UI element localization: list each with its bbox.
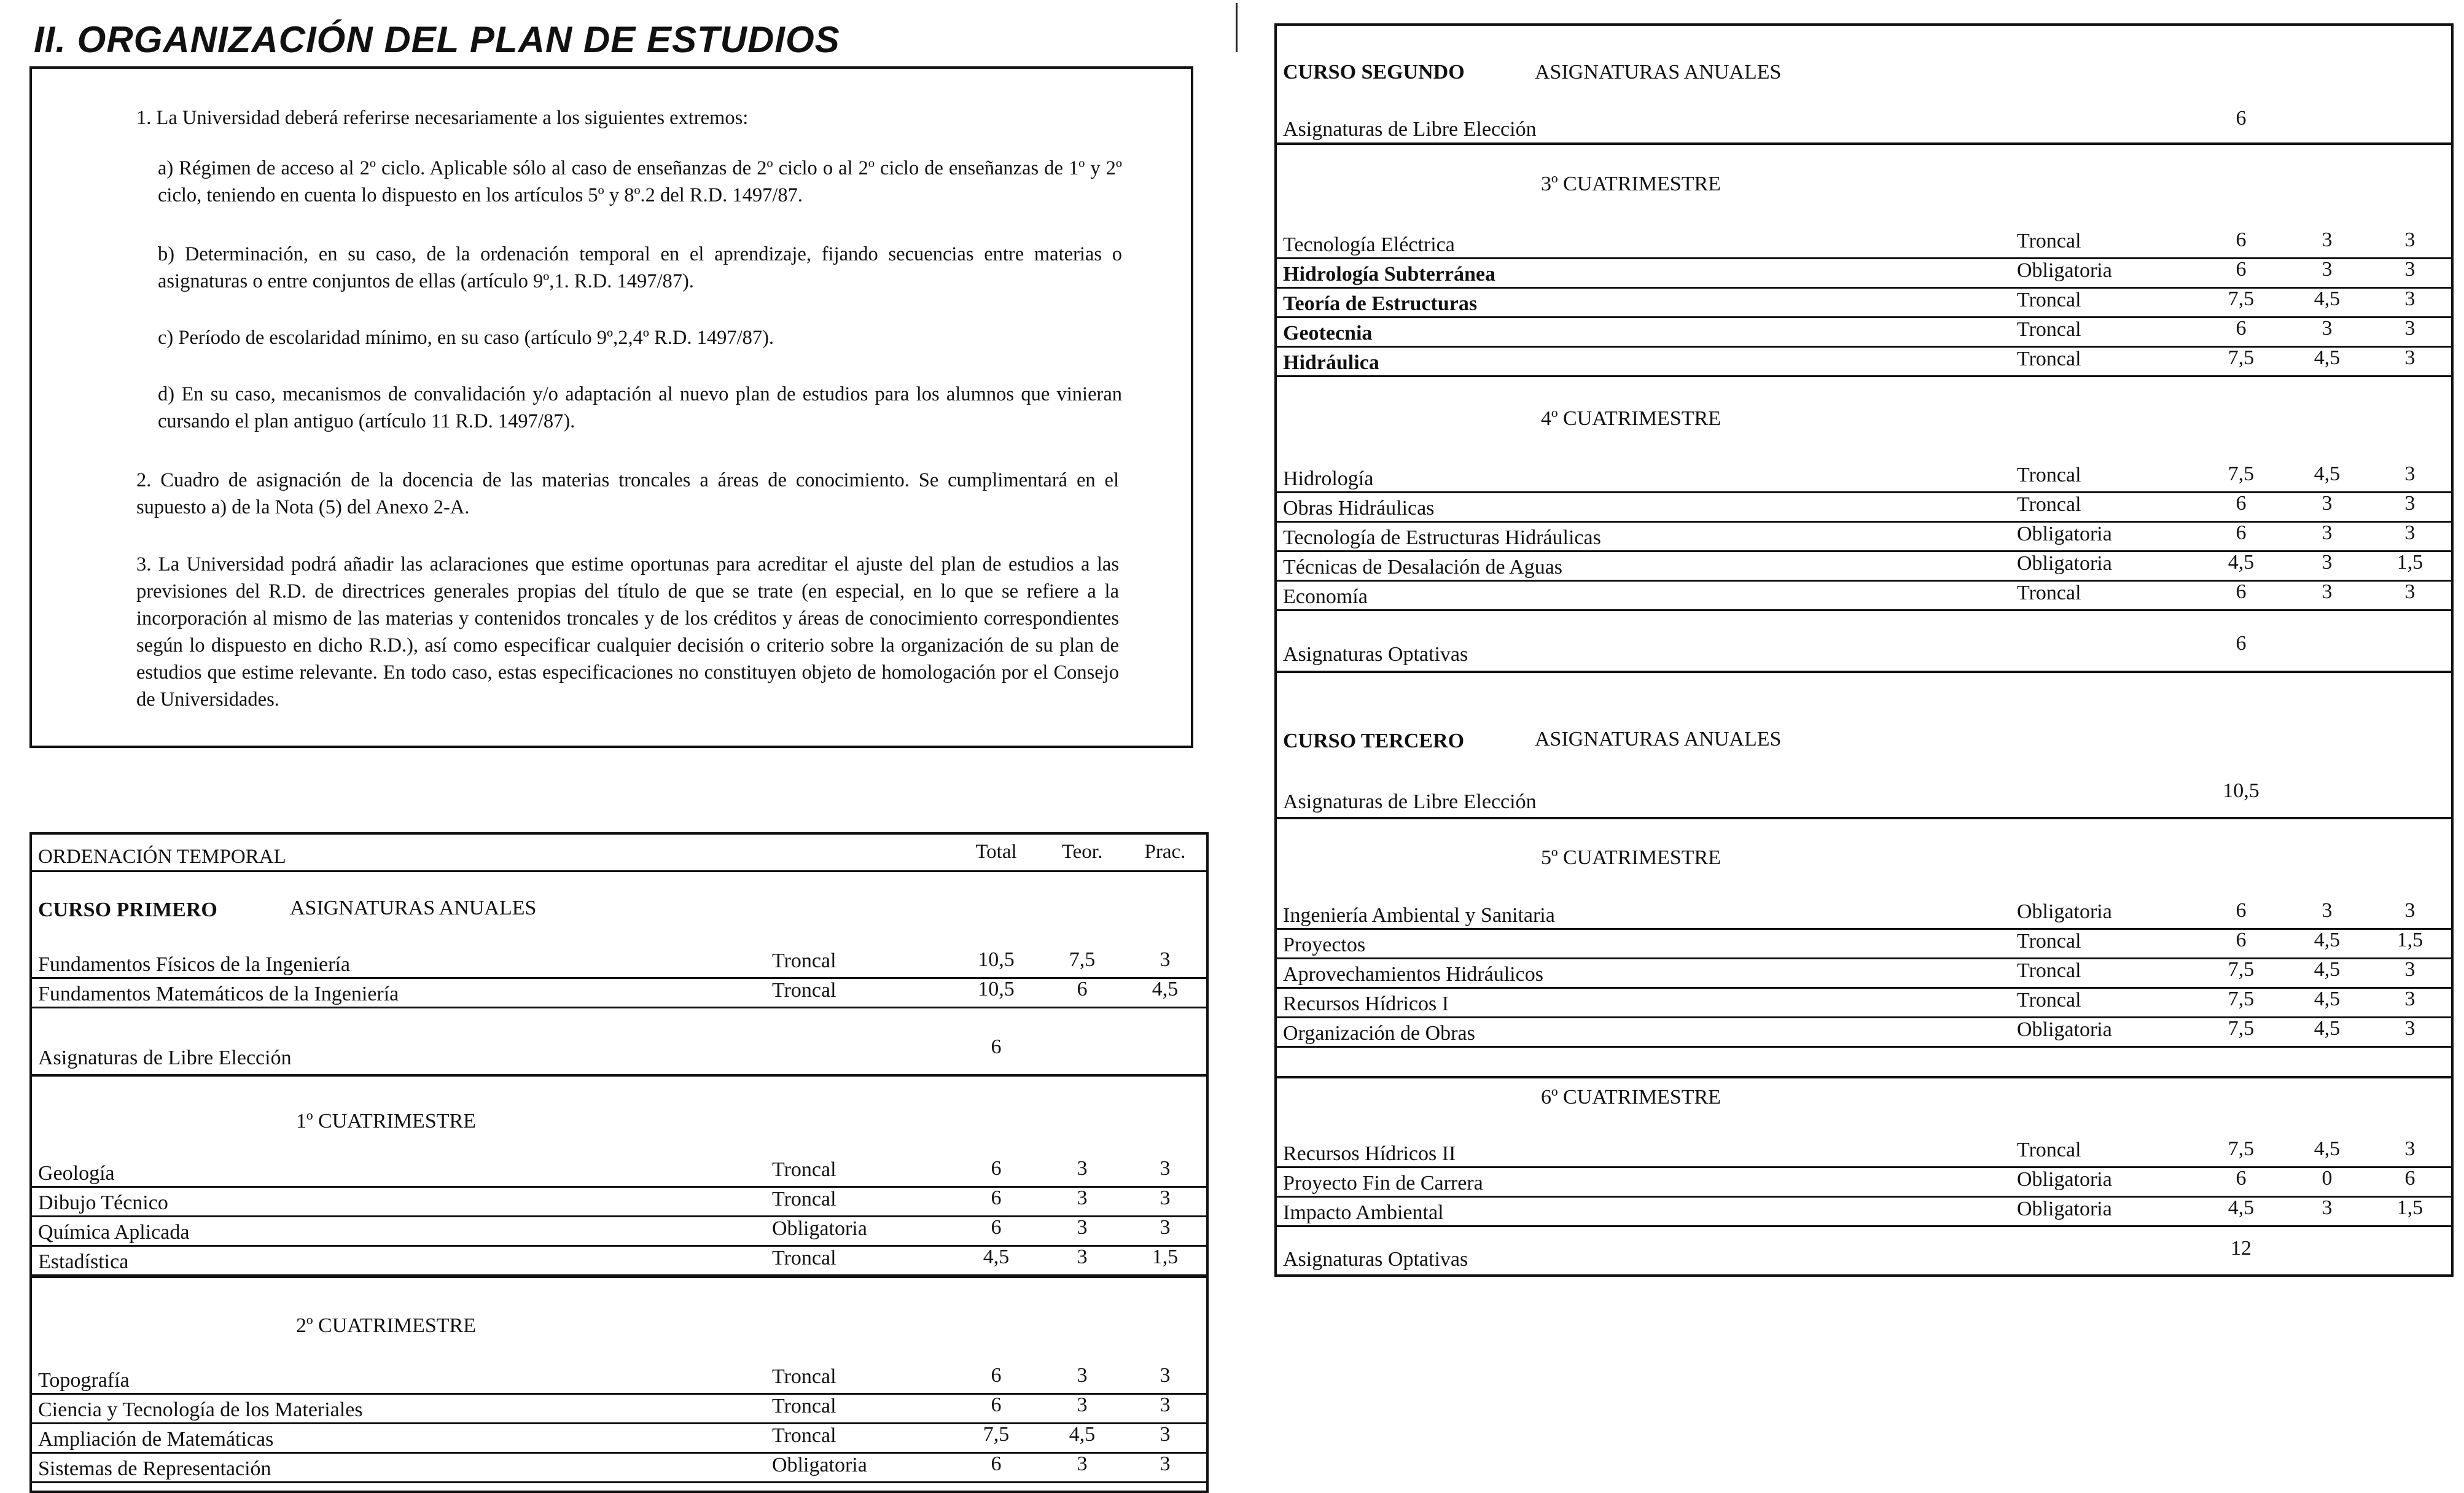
- subject-total: 7,5: [2228, 287, 2255, 310]
- subject-name: Recursos Hídricos I: [1283, 992, 1449, 1015]
- subject-teor: 3: [1077, 1216, 1088, 1239]
- subject-total: 6: [991, 1452, 1002, 1475]
- row-divider: [1277, 671, 2451, 673]
- anuales3-label: ASIGNATURAS ANUALES: [1535, 728, 1782, 750]
- subject-type: Troncal: [2017, 989, 2081, 1012]
- libre-eleccion-2-value: 6: [2236, 107, 2247, 130]
- subject-type: Obligatoria: [2017, 1198, 2112, 1220]
- subject-total: 6: [991, 1187, 1002, 1209]
- subject-type: Obligatoria: [2017, 900, 2112, 923]
- subject-prac: 3: [2404, 346, 2415, 369]
- subject-total: 6: [991, 1157, 1002, 1180]
- subject-name: Ampliación de Matemáticas: [38, 1428, 274, 1451]
- subject-prac: 3: [1160, 1216, 1171, 1239]
- subject-teor: 4,5: [2314, 929, 2341, 951]
- subject-type: Troncal: [2017, 959, 2081, 982]
- subject-prac: 1,5: [1152, 1245, 1179, 1268]
- subject-prac: 3: [1160, 1452, 1171, 1475]
- subject-type: Obligatoria: [772, 1217, 867, 1240]
- subject-total: 7,5: [2228, 1137, 2255, 1160]
- subject-name: Geología: [38, 1162, 115, 1185]
- subject-type: Troncal: [2017, 493, 2081, 516]
- subject-teor: 3: [2322, 317, 2333, 340]
- subject-name: Fundamentos Físicos de la Ingeniería: [38, 953, 351, 976]
- subject-total: 4,5: [2228, 1196, 2255, 1219]
- subject-teor: 4,5: [2314, 462, 2341, 485]
- subject-prac: 3: [2404, 988, 2415, 1010]
- subject-name: Economía: [1283, 585, 1368, 608]
- subject-prac: 3: [2404, 492, 2415, 515]
- subject-total: 7,5: [2228, 958, 2255, 981]
- subject-type: Troncal: [2017, 930, 2081, 953]
- notes-box: [29, 66, 1193, 748]
- subject-name: Tecnología de Estructuras Hidráulicas: [1283, 526, 1601, 549]
- subject-type: Troncal: [772, 1158, 836, 1181]
- curso-primero-table: [29, 832, 1209, 1493]
- libre-eleccion-value: 6: [991, 1035, 1002, 1058]
- subject-prac: 3: [2404, 462, 2415, 485]
- subject-name: Sistemas de Representación: [38, 1457, 271, 1480]
- subject-prac: 3: [1160, 1364, 1171, 1387]
- libre-eleccion-2-label: Asignaturas de Libre Elección: [1283, 118, 1537, 141]
- subject-teor: 3: [2322, 899, 2333, 922]
- subject-type: Troncal: [772, 1188, 836, 1210]
- subject-total: 7,5: [2228, 346, 2255, 369]
- semester-6-title: 6º CUATRIMESTRE: [1541, 1086, 1721, 1109]
- subject-prac: 3: [1160, 1423, 1171, 1446]
- header-total: Total: [975, 841, 1017, 863]
- subject-total: 6: [2236, 899, 2247, 922]
- row-divider: [32, 1276, 1206, 1278]
- subject-name: Técnicas de Desalación de Aguas: [1283, 556, 1563, 579]
- subject-name: Recursos Hídricos II: [1283, 1142, 1456, 1165]
- row-divider: [1277, 609, 2451, 611]
- subject-teor: 4,5: [2314, 958, 2341, 981]
- subject-type: Obligatoria: [2017, 259, 2112, 282]
- row-divider: [1277, 817, 2451, 819]
- subject-name: Obras Hidráulicas: [1283, 497, 1435, 520]
- row-divider: [32, 1007, 1206, 1008]
- subject-teor: 4,5: [2314, 287, 2341, 310]
- subject-teor: 3: [1077, 1452, 1088, 1475]
- subject-prac: 1,5: [2396, 929, 2423, 951]
- note-1: 1. La Universidad deberá referirse necesariamente a los siguientes extremos:: [136, 107, 749, 129]
- subject-total: 6: [991, 1364, 1002, 1387]
- subject-total: 10,5: [978, 948, 1015, 971]
- subject-teor: 3: [1077, 1157, 1088, 1180]
- subject-type: Troncal: [2017, 348, 2081, 370]
- page-title: II. ORGANIZACIÓN DEL PLAN DE ESTUDIOS: [34, 19, 840, 60]
- subject-total: 4,5: [983, 1245, 1010, 1268]
- subject-type: Troncal: [772, 1395, 836, 1417]
- subject-type: Obligatoria: [2017, 523, 2112, 545]
- subject-teor: 3: [1077, 1245, 1088, 1268]
- note-3: 3. La Universidad podrá añadir las aclaraciones que estime oportunas para acreditar el ajuste del plan de estudios a las previsiones del R.D. de directrices generales propias del título de que se trate (en especial, en lo que se refiere a la incorporación al mismo de las materias y contenidos troncales y de los créditos y áreas de conocimiento correspondientes según lo dispuesto en dicho R.D.), así como especificar cualquier decisión o criterio sobre la organización de su plan de estudios que estime relevante. En todo caso, estas especificaciones no constituyen objeto de homologación por el Consejo de Universidades.: [136, 553, 1119, 711]
- subject-prac: 3: [2404, 580, 2415, 603]
- subject-name: Dibujo Técnico: [38, 1191, 168, 1214]
- subject-teor: 3: [1077, 1187, 1088, 1209]
- subject-prac: 3: [2404, 1017, 2415, 1040]
- subject-type: Troncal: [2017, 318, 2081, 341]
- libre-eleccion-3-label: Asignaturas de Libre Elección: [1283, 790, 1537, 813]
- subject-total: 10,5: [978, 978, 1015, 1000]
- row-divider: [1277, 142, 2451, 145]
- anuales2-label: ASIGNATURAS ANUALES: [1535, 61, 1782, 84]
- note-2: 2. Cuadro de asignación de la docencia de las materias troncales a áreas de conocimiento. Se cumplimentará en el supuesto a) de la Nota (5) del Anexo 2-A.: [136, 469, 1119, 518]
- subject-type: Troncal: [772, 949, 836, 972]
- note-b: b) Determinación, en su caso, de la ordenación temporal en el aprendizaje, fijando secuencias entre materias o asignaturas o entre conjuntos de ellas (artículo 9º,1. R.D. 1497/87).: [158, 243, 1122, 292]
- subject-type: Obligatoria: [2017, 1168, 2112, 1191]
- optativas-2-label: Asignaturas Optativas: [1283, 643, 1468, 666]
- optativas-3-label: Asignaturas Optativas: [1283, 1248, 1468, 1271]
- subject-teor: 3: [1077, 1364, 1088, 1387]
- optativas-2-value: 6: [2236, 632, 2247, 655]
- subject-total: 6: [991, 1394, 1002, 1416]
- subject-total: 6: [2236, 929, 2247, 951]
- subject-teor: 4,5: [1069, 1423, 1096, 1446]
- subject-teor: 3: [2322, 492, 2333, 515]
- subject-name: Proyecto Fin de Carrera: [1283, 1172, 1483, 1195]
- header-ordenacion: ORDENACIÓN TEMPORAL: [38, 846, 286, 868]
- subject-teor: 3: [2322, 1196, 2333, 1219]
- subject-teor: 3: [1077, 1394, 1088, 1416]
- subject-type: Troncal: [772, 1424, 836, 1447]
- subject-prac: 3: [2404, 258, 2415, 281]
- subject-teor: 6: [1077, 978, 1088, 1000]
- curso-tercero-label: CURSO TERCERO: [1283, 730, 1465, 752]
- subject-prac: 3: [2404, 317, 2415, 340]
- subject-total: 6: [2236, 228, 2247, 251]
- subject-prac: 1,5: [2396, 1196, 2423, 1219]
- subject-name: Fundamentos Matemáticos de la Ingeniería: [38, 983, 399, 1005]
- header-prac: Prac.: [1144, 841, 1186, 863]
- subject-total: 6: [2236, 258, 2247, 281]
- subject-total: 7,5: [2228, 988, 2255, 1010]
- subject-teor: 3: [2322, 551, 2333, 574]
- row-divider: [1277, 1046, 2451, 1048]
- row-divider: [1277, 1225, 2451, 1227]
- subject-type: Troncal: [2017, 230, 2081, 252]
- subject-teor: 3: [2322, 580, 2333, 603]
- subject-name: Aprovechamientos Hidráulicos: [1283, 963, 1543, 986]
- subject-name: Geotecnia: [1283, 322, 1373, 345]
- curso-primero-label: CURSO PRIMERO: [38, 899, 217, 921]
- subject-name: Ciencia y Tecnología de los Materiales: [38, 1398, 363, 1421]
- subject-total: 4,5: [2228, 551, 2255, 574]
- anuales-label: ASIGNATURAS ANUALES: [290, 897, 537, 919]
- note-c: c) Período de escolaridad mínimo, en su caso (artículo 9º,2,4º R.D. 1497/87).: [158, 327, 774, 349]
- row-divider: [32, 870, 1206, 872]
- semester-4-title: 4º CUATRIMESTRE: [1541, 407, 1721, 430]
- subject-prac: 3: [2404, 899, 2415, 922]
- subject-prac: 4,5: [1152, 978, 1179, 1000]
- subject-total: 7,5: [983, 1423, 1010, 1446]
- subject-prac: 3: [2404, 287, 2415, 310]
- subject-teor: 4,5: [2314, 1137, 2341, 1160]
- subject-name: Estadística: [38, 1250, 129, 1273]
- semester-5-title: 5º CUATRIMESTRE: [1541, 846, 1721, 869]
- subject-total: 6: [991, 1216, 1002, 1239]
- subject-name: Impacto Ambiental: [1283, 1201, 1444, 1224]
- subject-total: 7,5: [2228, 1017, 2255, 1040]
- subject-name: Topografía: [38, 1369, 130, 1392]
- subject-prac: 3: [2404, 1137, 2415, 1160]
- subject-name: Tecnología Eléctrica: [1283, 233, 1455, 256]
- subject-prac: 3: [1160, 1394, 1171, 1416]
- subject-type: Troncal: [2017, 582, 2081, 604]
- subject-total: 6: [2236, 317, 2247, 340]
- subject-total: 6: [2236, 1167, 2247, 1190]
- subject-teor: 3: [2322, 258, 2333, 281]
- subject-type: Troncal: [772, 979, 836, 1002]
- subject-teor: 3: [2322, 521, 2333, 544]
- subject-prac: 3: [1160, 948, 1171, 971]
- header-teor: Teor.: [1061, 841, 1103, 863]
- subject-prac: 1,5: [2396, 551, 2423, 574]
- subject-type: Troncal: [2017, 289, 2081, 311]
- subject-type: Obligatoria: [2017, 552, 2112, 575]
- subject-name: Ingeniería Ambiental y Sanitaria: [1283, 904, 1555, 927]
- subject-name: Teoría de Estructuras: [1283, 292, 1478, 315]
- subject-type: Troncal: [2017, 464, 2081, 486]
- subject-name: Proyectos: [1283, 934, 1366, 956]
- optativas-3-value: 12: [2231, 1237, 2252, 1260]
- row-divider: [1277, 375, 2451, 377]
- subject-name: Organización de Obras: [1283, 1022, 1475, 1045]
- semester-3-title: 3º CUATRIMESTRE: [1541, 173, 1721, 195]
- subject-teor: 4,5: [2314, 1017, 2341, 1040]
- subject-total: 6: [2236, 580, 2247, 603]
- page-vertical-mark: [1236, 3, 1238, 52]
- subject-name: Hidráulica: [1283, 351, 1379, 374]
- row-divider: [1277, 1076, 2451, 1078]
- libre-eleccion-3-value: 10,5: [2223, 779, 2259, 802]
- note-a: a) Régimen de acceso al 2º ciclo. Aplicable sólo al caso de enseñanzas de 2º ciclo o al 2º ciclo de enseñanzas de 1º y 2º ciclo, teniendo en cuenta lo dispuesto en los artículos 5º y 8º.2 del R.D. 1497/87.: [158, 157, 1122, 206]
- row-divider: [32, 1074, 1206, 1077]
- curso-segundo-label: CURSO SEGUNDO: [1283, 61, 1465, 84]
- subject-total: 7,5: [2228, 462, 2255, 485]
- subject-name: Hidrología Subterránea: [1283, 263, 1495, 286]
- subject-total: 6: [2236, 521, 2247, 544]
- subject-teor: 4,5: [2314, 346, 2341, 369]
- libre-eleccion-label: Asignaturas de Libre Elección: [38, 1047, 292, 1069]
- subject-prac: 3: [1160, 1187, 1171, 1209]
- subject-name: Química Aplicada: [38, 1221, 190, 1244]
- subject-type: Troncal: [772, 1365, 836, 1388]
- subject-teor: 0: [2322, 1167, 2333, 1190]
- subject-prac: 3: [2404, 228, 2415, 251]
- subject-prac: 3: [1160, 1157, 1171, 1180]
- curso-segundo-tercero-table: [1274, 23, 2454, 1277]
- subject-prac: 3: [2404, 521, 2415, 544]
- subject-prac: 6: [2404, 1167, 2415, 1190]
- subject-type: Troncal: [772, 1247, 836, 1269]
- semester-1-title: 1º CUATRIMESTRE: [296, 1110, 476, 1132]
- row-divider: [32, 1481, 1206, 1483]
- subject-type: Troncal: [2017, 1139, 2081, 1161]
- subject-prac: 3: [2404, 958, 2415, 981]
- subject-total: 6: [2236, 492, 2247, 515]
- note-d: d) En su caso, mecanismos de convalidación y/o adaptación al nuevo plan de estudios para los alumnos que vinieran cursando el plan antiguo (artículo 11 R.D. 1497/87).: [158, 383, 1122, 432]
- subject-teor: 7,5: [1069, 948, 1096, 971]
- subject-teor: 4,5: [2314, 988, 2341, 1010]
- subject-type: Obligatoria: [772, 1454, 867, 1476]
- subject-teor: 3: [2322, 228, 2333, 251]
- subject-type: Obligatoria: [2017, 1018, 2112, 1041]
- semester-2-title: 2º CUATRIMESTRE: [296, 1314, 476, 1337]
- subject-name: Hidrología: [1283, 467, 1374, 490]
